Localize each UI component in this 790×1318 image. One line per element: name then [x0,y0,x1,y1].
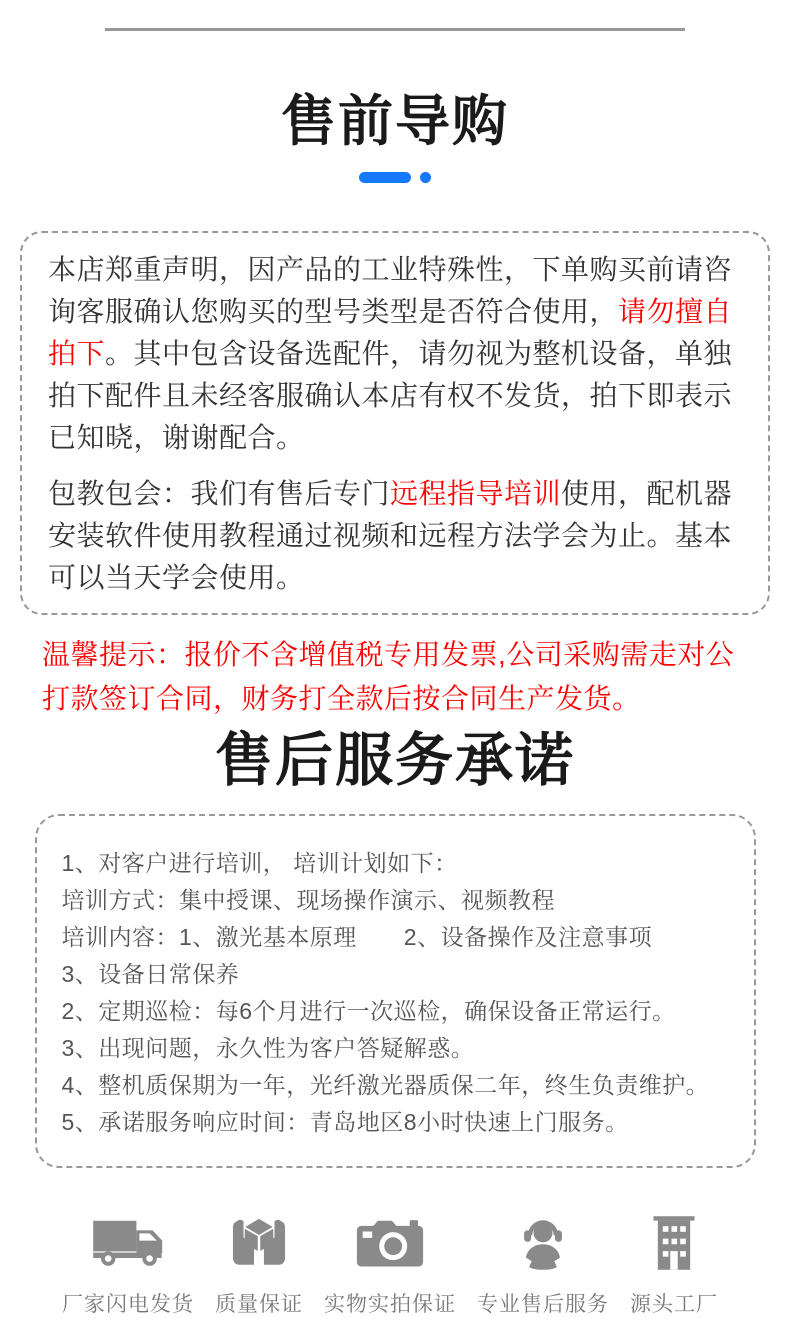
feature-fast-shipping [62,1214,194,1318]
feature-label: 专业售后服务 [477,1293,609,1317]
feature-quality [215,1214,303,1318]
store-statement-paragraph [48,249,742,459]
factory-building-icon [650,1214,698,1272]
statement-text: 本店郑重声明，因产品的工业特殊性，下单购买前请咨询客服确认您购买的型号类型是否符合使用， [48,253,733,327]
service-line: 培训内容：1、激光基本原理 2、设备操作及注意事项 3、设备日常保养 [61,924,700,988]
headset-service-icon [517,1214,569,1272]
truck-icon [92,1214,164,1272]
training-text: 包教包会：我们有售后专门 [48,477,391,509]
presale-section-title: 售前导购 [280,90,509,152]
service-line: 培训方式：集中授课、现场操作演示、视频教程 [61,887,555,914]
service-line: 3、出现问题，永久性为客户答疑解惑。 [61,1035,475,1062]
feature-label: 厂家闪电发货 [62,1293,194,1317]
feature-label: 质量保证 [215,1293,303,1317]
aftersale-service-box [35,814,756,1168]
service-line: 2、定期巡检：每6个月进行一次巡检，确保设备正常运行。 [61,998,676,1025]
feature-label: 实物实拍保证 [324,1293,456,1317]
statement-red-highlight: 请勿擅自拍下 [48,295,733,369]
top-divider [105,28,685,31]
training-red-highlight: 远程指导培训 [390,477,562,509]
title-underline [0,172,790,183]
warm-tip-text: 温馨提示：报价不含增值税专用发票,公司采购需走对公打款签订合同，财务打全款后按合同生产发货。 [42,638,735,714]
training-promise-paragraph [48,473,742,599]
quality-hands-icon [228,1214,290,1272]
statement-text-cont: 。其中包含设备选配件，请勿视为整机设备，单独拍下配件且未经客服确认本店有权不发货，拍下即表示已知晓，谢谢配合。 [48,337,733,453]
underline-dot [420,172,431,183]
presale-notice-box [20,231,770,615]
camera-icon [355,1214,425,1272]
service-line: 1、对客户进行培训， 培训计划如下： [61,850,458,877]
service-line: 4、整机质保期为一年，光纤激光器质保二年，终生负责维护。 [61,1072,710,1099]
feature-factory [630,1214,718,1318]
aftersale-section-title: 售后服务承诺 [214,727,575,793]
feature-real-photo [324,1214,456,1318]
training-text-cont: 使用，配机器安装软件使用教程通过视频和远程方法学会为止。基本可以当天学会使用。 [48,477,733,593]
underline-pill [359,172,411,183]
feature-label: 源头工厂 [630,1293,718,1317]
feature-aftersale-service [477,1214,609,1318]
service-line: 5、承诺服务响应时间：青岛地区8小时快速上门服务。 [61,1109,629,1136]
guarantee-feature-row [62,1214,718,1318]
